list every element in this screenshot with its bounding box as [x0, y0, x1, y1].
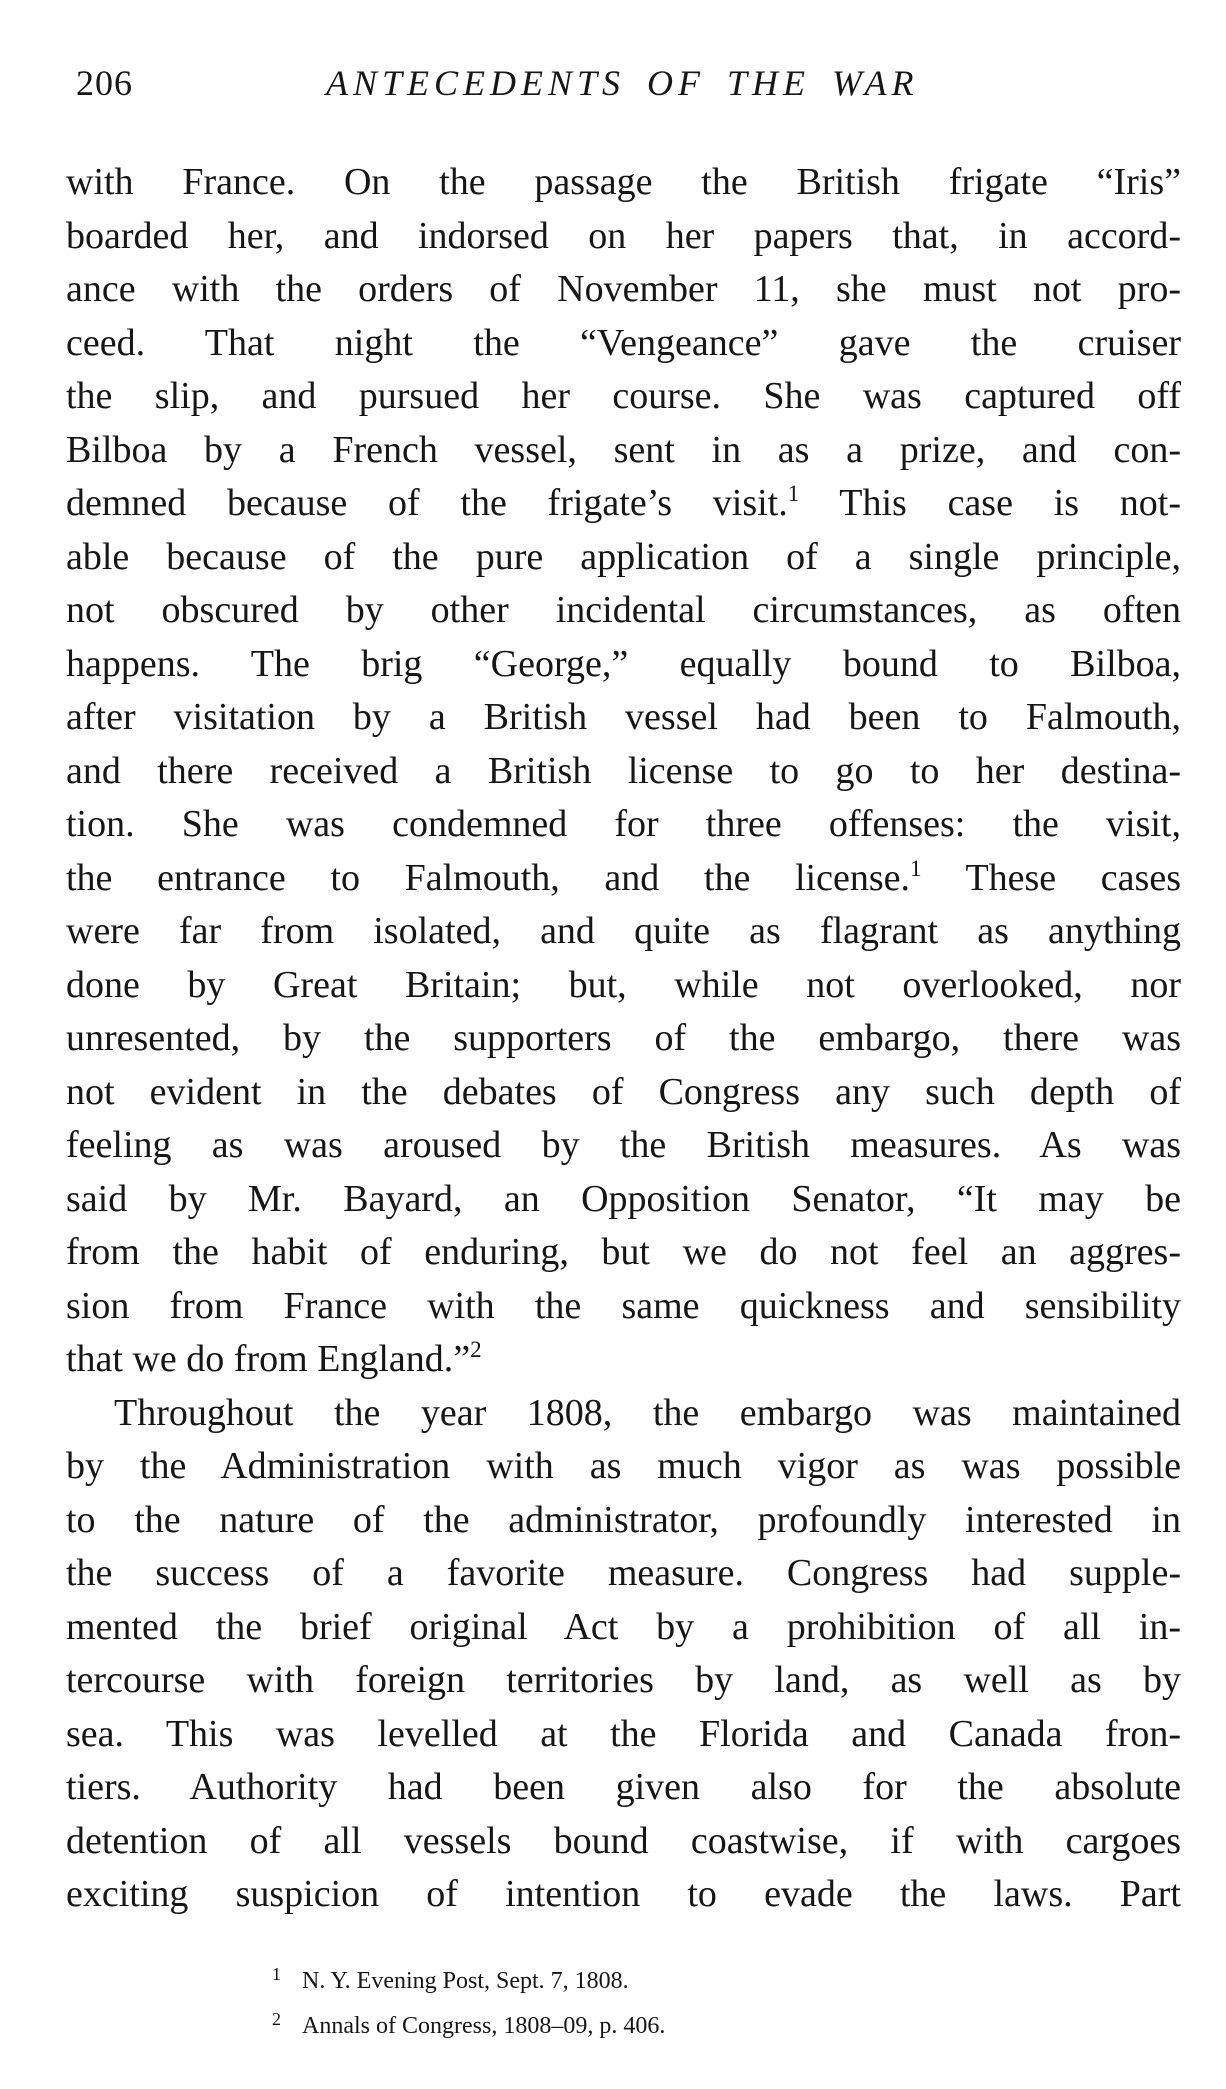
- text-line: tion. She was condemned for three offenses: the visit,: [66, 803, 1181, 845]
- footnote-text: N. Y. Evening Post, Sept. 7, 1808.: [302, 1968, 629, 1994]
- text-line: Bilboa by a French vessel, sent in as a prize, and con-: [66, 428, 1181, 471]
- text-line: happens. The brig “George,” equally bound to Bilboa,: [66, 642, 1181, 685]
- footnote-reference: 1: [909, 855, 922, 881]
- text-line: not obscured by other incidental circumstances, as often: [66, 589, 1181, 631]
- text-line: feeling as was aroused by the British measures. As was: [66, 1124, 1181, 1166]
- footnotes: [272, 1955, 665, 2045]
- text-line: were far from isolated, and quite as flagrant as anything: [66, 910, 1181, 952]
- text-segment: that we do from England.”: [66, 1338, 471, 1380]
- text-line-with-footnote: [66, 852, 1181, 906]
- text-line: detention of all vessels bound coastwise, if with cargoes: [66, 1819, 1181, 1862]
- text-line: unresented, by the supporters of the embargo, there was: [66, 1017, 1181, 1059]
- footnote-reference: 2: [470, 1337, 482, 1362]
- text-line: by the Administration with as much vigor as was possible: [66, 1445, 1181, 1487]
- footnote: [272, 2000, 665, 2045]
- paragraph-start-line: Throughout the year 1808, the embargo was maintained: [114, 1391, 1181, 1434]
- page-number: 206: [76, 63, 133, 103]
- footnote: [272, 1955, 665, 2000]
- text-line: and there received a British license to go to her destina-: [66, 749, 1181, 792]
- text-line: ceed. That night the “Vengeance” gave the cruiser: [66, 321, 1181, 364]
- text-line: done by Great Britain; but, while not overlooked, nor: [66, 963, 1181, 1006]
- text-line: able because of the pure application of a single principle,: [66, 535, 1181, 578]
- text-line: the slip, and pursued her course. She was captured off: [66, 375, 1181, 417]
- text-line: tiers. Authority had been given also for the absolute: [66, 1766, 1181, 1808]
- text-line: mented the brief original Act by a prohibition of all in-: [66, 1605, 1181, 1648]
- text-line: sea. This was levelled at the Florida and Canada fron-: [66, 1712, 1181, 1755]
- footnote-text: Annals of Congress, 1808–09, p. 406.: [302, 2013, 666, 2039]
- text-line: the success of a favorite measure. Congress had supple-: [66, 1552, 1181, 1594]
- text-segment: demned because of the frigate’s visit.: [66, 482, 788, 524]
- text-line: after visitation by a British vessel had been to Falmouth,: [66, 696, 1181, 738]
- text-line: ance with the orders of November 11, she must not pro-: [66, 268, 1181, 310]
- text-line: to the nature of the administrator, profoundly interested in: [66, 1498, 1181, 1541]
- text-line-with-footnote: [66, 477, 1181, 531]
- page-header: [66, 62, 1181, 114]
- text-line: boarded her, and indorsed on her papers that, in accord-: [66, 214, 1181, 257]
- text-line: from the habit of enduring, but we do not feel an aggres-: [66, 1231, 1181, 1273]
- footnote-mark: 2: [272, 2009, 281, 2029]
- text-segment: These cases: [965, 856, 1181, 899]
- text-line: exciting suspicion of intention to evade the laws. Part: [66, 1873, 1181, 1915]
- text-segment: the entrance to Falmouth, and the license.: [66, 856, 910, 899]
- text-line: said by Mr. Bayard, an Opposition Senator, “It may be: [66, 1177, 1181, 1220]
- text-segment: This case is not-: [839, 482, 1181, 524]
- book-page: [66, 62, 1181, 1922]
- text-line: sion from France with the same quickness and sensibility: [66, 1284, 1181, 1327]
- footnote-mark: 1: [272, 1964, 281, 1984]
- footnote-reference: 1: [787, 481, 800, 506]
- text-line: with France. On the passage the British frigate “Iris”: [66, 161, 1181, 203]
- running-head: ANTECEDENTS OF THE WAR: [326, 63, 919, 103]
- body-text: [66, 156, 1181, 1922]
- text-line-with-footnote: [66, 1333, 1181, 1387]
- text-line: not evident in the debates of Congress any such depth of: [66, 1070, 1181, 1113]
- text-line: tercourse with foreign territories by land, as well as by: [66, 1659, 1181, 1701]
